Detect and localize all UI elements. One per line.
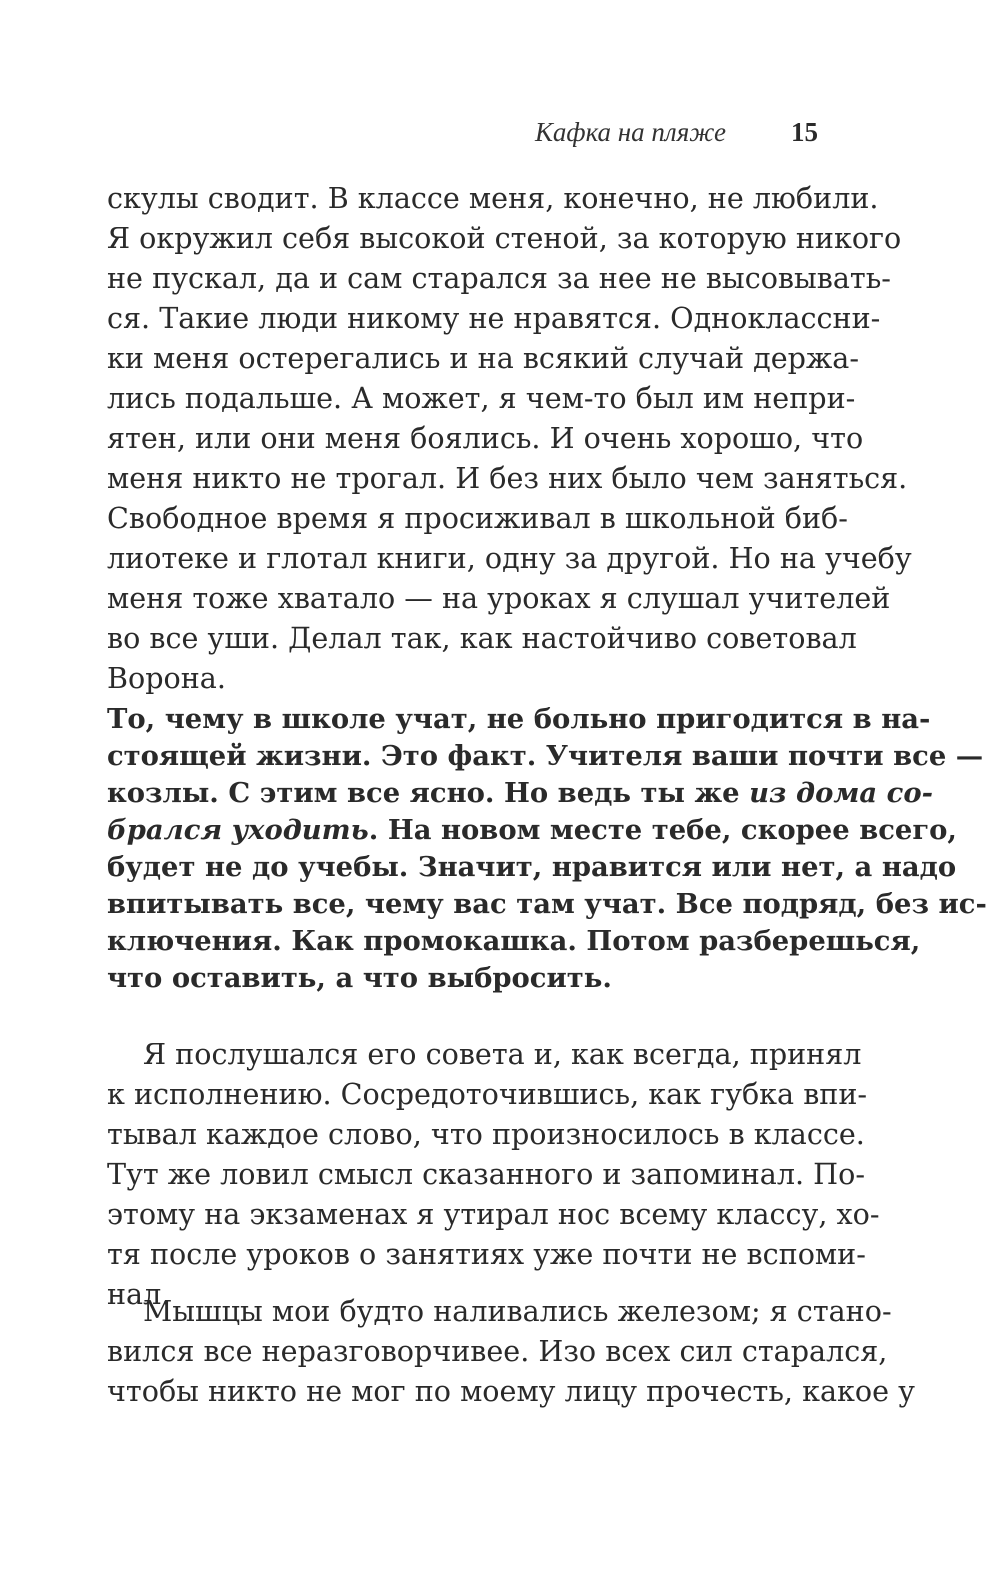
- text-line: не пускал, да и сам старался за нее не высовывать-: [107, 261, 891, 295]
- text-line: тя после уроков о занятиях уже почти не вспоми-: [107, 1237, 866, 1271]
- text-line: чтобы никто не мог по моему лицу прочесть, какое у: [107, 1374, 915, 1408]
- quote-text: . На новом месте тебе, скорее всего,: [368, 814, 957, 846]
- text-line: Ворона.: [107, 661, 226, 695]
- quote-text: козлы. С этим все ясно. Но ведь ты же: [107, 777, 750, 809]
- page-number: 15: [791, 117, 818, 147]
- quote-line: [107, 810, 957, 850]
- text-line: Я послушался его совета и, как всегда, принял: [143, 1037, 862, 1071]
- text-line: ки меня остерегались и на всякий случай держа-: [107, 341, 859, 375]
- running-title: Кафка на пляже: [534, 117, 726, 147]
- text-line: Я окружил себя высокой стеной, за которую никого: [107, 221, 902, 255]
- quote-emphasis: из дома со-: [749, 777, 933, 809]
- text-line: лиотеке и глотал книги, одну за другой. Но на учебу: [107, 541, 912, 575]
- quote-line: стоящей жизни. Это факт. Учителя ваши почти все —: [107, 740, 984, 772]
- text-line: ся. Такие люди никому не нравятся. Одноклассни-: [107, 301, 881, 335]
- text-line: скулы сводит. В классе меня, конечно, не любили.: [107, 181, 879, 215]
- text-line: Мышцы мои будто наливались железом; я стано-: [143, 1294, 892, 1328]
- text-line: меня тоже хватало — на уроках я слушал учителей: [107, 581, 891, 615]
- text-line: нал.: [107, 1277, 171, 1311]
- text-line: Свободное время я просиживал в школьной биб-: [107, 501, 848, 535]
- text-line: тывал каждое слово, что произносилось в классе.: [107, 1117, 865, 1151]
- text-line: этому на экзаменах я утирал нос всему классу, хо-: [107, 1197, 880, 1231]
- quote-line: ключения. Как промокашка. Потом разберешься,: [107, 925, 921, 957]
- quote-emphasis: брался уходить: [107, 814, 369, 846]
- quote-line: впитывать все, чему вас там учат. Все подряд, без ис-: [107, 888, 987, 920]
- quote-line: что оставить, а что выбросить.: [107, 962, 612, 994]
- text-line: Тут же ловил смысл сказанного и запоминал. По-: [107, 1157, 865, 1191]
- text-line: меня никто не трогал. И без них было чем заняться.: [107, 461, 908, 495]
- quote-line: То, чему в школе учат, не больно пригодится в на-: [107, 703, 931, 735]
- text-line: лись подальше. А может, я чем-то был им непри-: [107, 381, 856, 415]
- text-line: ятен, или они меня боялись. И очень хорошо, что: [107, 421, 864, 455]
- text-line: к исполнению. Сосредоточившись, как губка впи-: [107, 1077, 868, 1111]
- running-header: [107, 113, 818, 153]
- quote-line: [107, 773, 933, 813]
- text-line: во все уши. Делал так, как настойчиво советовал: [107, 621, 857, 655]
- text-line: вился все неразговорчивее. Изо всех сил старался,: [107, 1334, 888, 1368]
- quote-line: будет не до учебы. Значит, нравится или нет, а надо: [107, 851, 957, 883]
